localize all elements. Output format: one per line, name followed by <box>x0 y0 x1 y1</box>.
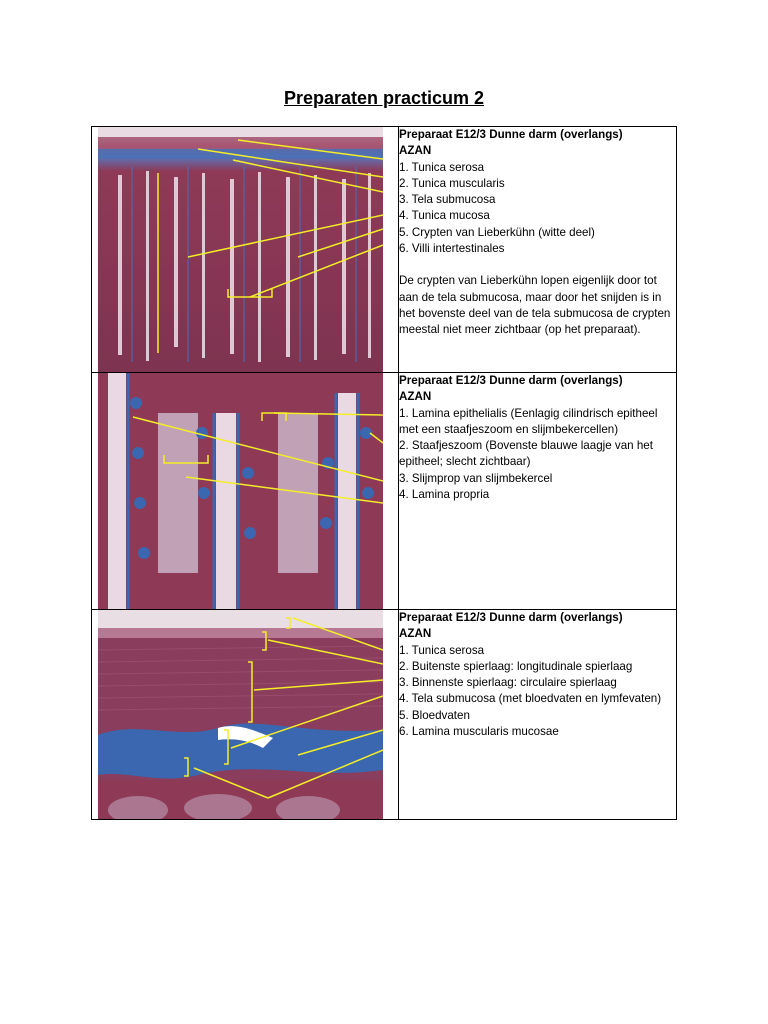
stain-label: AZAN <box>399 390 432 404</box>
page-title: Preparaten practicum 2 <box>283 88 485 108</box>
specimen-heading: Preparaat E12/3 Dunne darm (overlangs) <box>399 128 623 141</box>
structure-list <box>399 406 676 504</box>
list-item: 6. Villi intertestinales <box>399 242 505 256</box>
stain-label: AZAN <box>399 627 432 641</box>
structure-list <box>399 643 676 741</box>
description-cell <box>399 610 677 820</box>
table-row <box>92 127 677 373</box>
list-item: 3. Slijmprop van slijmbekercel <box>399 471 553 485</box>
list-item: 2. Staafjeszoom (Bovenste blauwe laagje van het epitheel; slecht zichtbaar) <box>399 439 653 469</box>
list-item: 6. Lamina muscularis mucosae <box>399 725 559 739</box>
list-item: 1. Tunica serosa <box>399 160 485 174</box>
specimen-heading: Preparaat E12/3 Dunne darm (overlangs) <box>399 611 623 624</box>
specimen-note: De crypten van Lieberkühn lopen eigenlijk door tot aan de tela submucosa, maar door het snijden is in het bovenste deel van de tela submucosa de crypten meestal niet meer zichtbaar (op het preparaat). <box>399 274 671 337</box>
micrograph-1 <box>98 127 383 372</box>
specimen-table <box>91 126 677 820</box>
table-row <box>92 610 677 820</box>
image-cell <box>92 127 399 373</box>
specimen-heading: Preparaat E12/3 Dunne darm (overlangs) <box>399 374 623 387</box>
list-item: 4. Tunica mucosa <box>399 209 490 223</box>
micrograph-3-svg <box>98 610 383 819</box>
description-cell <box>399 127 677 373</box>
list-item: 1. Lamina epithelialis (Eenlagig cilindrisch epitheel met een staafjeszoom en slijmbekercellen) <box>399 406 658 436</box>
list-item: 3. Binnenste spierlaag: circulaire spierlaag <box>399 676 617 690</box>
structure-list <box>399 160 676 258</box>
list-item: 2. Buitenste spierlaag: longitudinale spierlaag <box>399 659 633 673</box>
micrograph-2 <box>98 373 383 609</box>
list-item: 4. Lamina propria <box>399 488 490 502</box>
table-row <box>92 373 677 610</box>
micrograph-2-svg <box>98 373 383 609</box>
list-item: 5. Crypten van Lieberkühn (witte deel) <box>399 225 595 239</box>
description-cell <box>399 373 677 610</box>
micrograph-3 <box>98 610 383 819</box>
stain-label: AZAN <box>399 144 432 158</box>
image-cell <box>92 373 399 610</box>
list-item: 3. Tela submucosa <box>399 193 496 207</box>
list-item: 5. Bloedvaten <box>399 708 470 722</box>
image-cell <box>92 610 399 820</box>
list-item: 4. Tela submucosa (met bloedvaten en lymfevaten) <box>399 692 662 706</box>
micrograph-1-svg <box>98 127 383 372</box>
list-item: 2. Tunica muscularis <box>399 176 505 190</box>
list-item: 1. Tunica serosa <box>399 643 485 657</box>
